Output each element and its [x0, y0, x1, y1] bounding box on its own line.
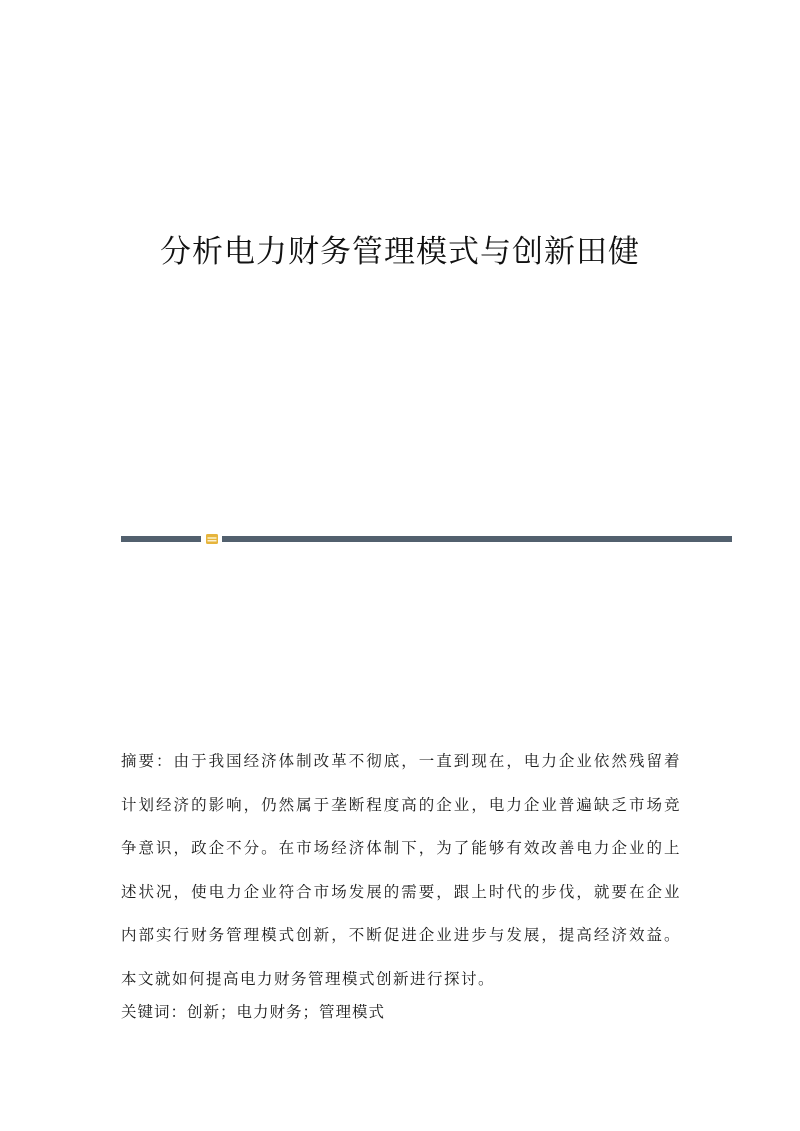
abstract-paragraph: 摘要：由于我国经济体制改革不彻底，一直到现在，电力企业依然残留着计划经济的影响，仍然属于垄断程度高的企业，电力企业普遍缺乏市场竞争意识，政企不分。在市场经济体制下，为了能够有效改善电力企业的上述状况，使电力企业符合市场发展的需要，跟上时代的步伐，就要在企业内部实行财务管理模式创新，不断促进企业进步与发展，提高经济效益。本文就如何提高电力财务管理模式创新进行探讨。 — [121, 752, 681, 988]
keywords-line: 关键词：创新；电力财务；管理模式 — [121, 1003, 386, 1021]
document-title: 分析电力财务管理模式与创新田健 — [160, 234, 640, 270]
divider-bar-left — [121, 536, 201, 542]
divider-bar-right — [222, 536, 732, 542]
section-divider — [121, 533, 732, 545]
divider-emblem-icon — [205, 533, 219, 545]
